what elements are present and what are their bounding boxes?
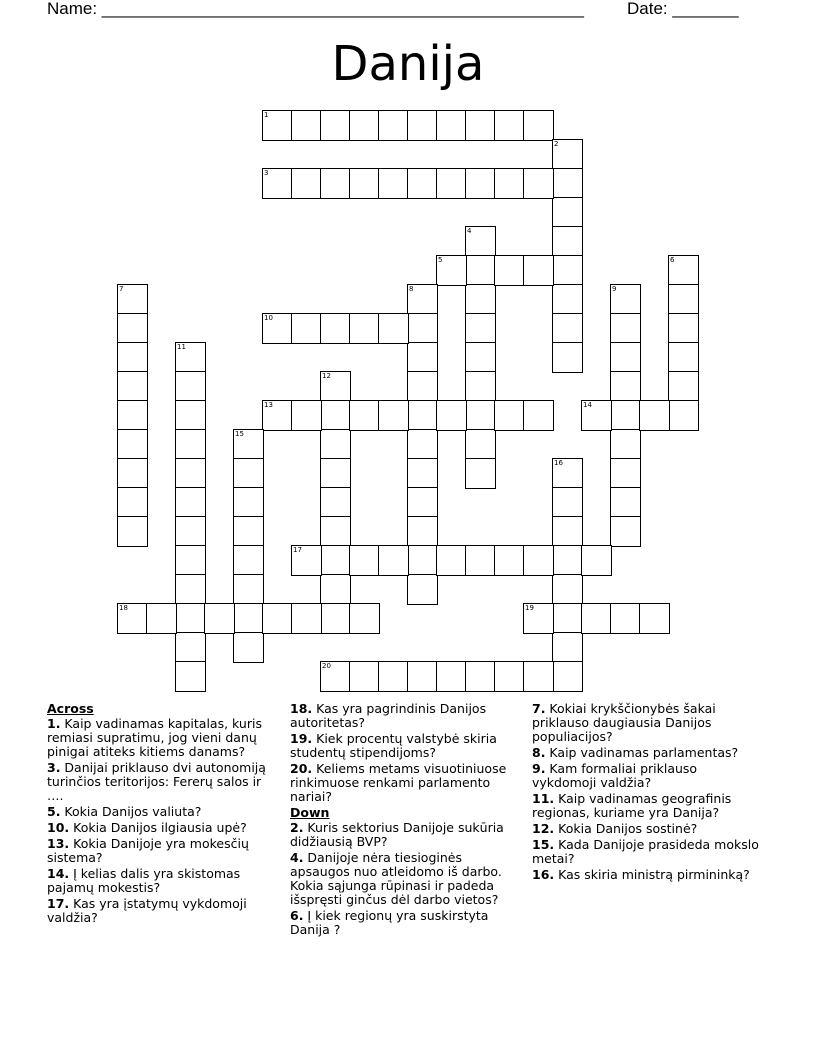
- crossword-cell[interactable]: [378, 661, 409, 692]
- crossword-cell[interactable]: [552, 226, 583, 257]
- clue-number: 2: [554, 140, 559, 148]
- crossword-cell[interactable]: [610, 371, 641, 402]
- crossword-cell[interactable]: [552, 574, 583, 605]
- clue-number: 16: [554, 459, 563, 467]
- crossword-cell[interactable]: [552, 342, 583, 373]
- crossword-cell[interactable]: [407, 342, 438, 373]
- crossword-cell[interactable]: [436, 110, 467, 141]
- clue-number: 7.: [532, 701, 546, 716]
- clue-text: Į kiek regionų yra suskirstyta Danija ?: [290, 908, 489, 937]
- clue-number: 16.: [532, 867, 555, 882]
- clue-number: 9: [612, 285, 617, 293]
- clue-number: 17.: [47, 896, 70, 911]
- crossword-cell[interactable]: [262, 313, 293, 344]
- crossword-cell[interactable]: [320, 313, 351, 344]
- clue-number: 9.: [532, 761, 546, 776]
- crossword-cell[interactable]: [117, 313, 148, 344]
- crossword-cell[interactable]: [204, 603, 235, 634]
- crossword-cell[interactable]: [668, 255, 699, 286]
- clue-number: 17: [293, 546, 302, 554]
- crossword-cell[interactable]: [378, 313, 409, 344]
- clues-column-1: [47, 702, 277, 927]
- crossword-cell[interactable]: [175, 545, 206, 576]
- clue-item: [290, 732, 518, 760]
- clue-number: 15: [235, 430, 244, 438]
- crossword-cell[interactable]: [610, 284, 641, 315]
- date-field[interactable]: Date: _______: [627, 0, 739, 18]
- crossword-cell[interactable]: [523, 110, 554, 141]
- crossword-cell[interactable]: [552, 661, 583, 692]
- crossword-cell[interactable]: [320, 110, 351, 141]
- clue-number: 14.: [47, 866, 70, 881]
- clue-text: Kaip vadinamas geografinis regionas, kuriame yra Danija?: [532, 791, 732, 820]
- clue-number: 6: [670, 256, 675, 264]
- crossword-cell[interactable]: [465, 429, 496, 460]
- crossword-cell[interactable]: [233, 516, 264, 547]
- clue-number: 19: [525, 604, 534, 612]
- clue-text: Kiek procentų valstybė skiria studentų stipendijoms?: [290, 731, 497, 760]
- crossword-cell[interactable]: [639, 603, 670, 634]
- down-heading: Down: [290, 805, 330, 820]
- crossword-cell[interactable]: [320, 487, 351, 518]
- clue-text: Danijoje nėra tiesioginės apsaugos nuo atleidomo iš darbo. Kokia sąjunga rūpinasi ir padeda išspręsti ginčus dėl darbo vietos?: [290, 850, 502, 907]
- clue-item: [290, 909, 518, 937]
- clue-number: 10.: [47, 820, 70, 835]
- crossword-cell[interactable]: [668, 342, 699, 373]
- crossword-cell[interactable]: [117, 516, 148, 547]
- crossword-cell[interactable]: [378, 545, 409, 576]
- crossword-cell[interactable]: [552, 313, 583, 344]
- clue-number: 3: [264, 169, 269, 177]
- crossword-cell[interactable]: [465, 255, 496, 286]
- crossword-cell[interactable]: [523, 400, 554, 431]
- clue-text: Kokia Danijoje yra mokesčių sistema?: [47, 836, 249, 865]
- clue-text: Kam formaliai priklauso vykdomoji valdžia?: [532, 761, 698, 790]
- crossword-cell[interactable]: [407, 168, 438, 199]
- clue-text: Į kelias dalis yra skistomas pajamų mokestis?: [47, 866, 241, 895]
- crossword-cell[interactable]: [552, 458, 583, 489]
- down-clue-list: [290, 821, 518, 937]
- crossword-cell[interactable]: [494, 168, 525, 199]
- crossword-cell[interactable]: [552, 255, 583, 286]
- crossword-cell[interactable]: [552, 632, 583, 663]
- crossword-cell[interactable]: [610, 458, 641, 489]
- clue-number: 19.: [290, 731, 313, 746]
- crossword-cell[interactable]: [320, 661, 351, 692]
- crossword-cell[interactable]: [465, 226, 496, 257]
- clue-item: [47, 821, 277, 835]
- clue-item: [532, 838, 762, 866]
- crossword-cell[interactable]: [291, 603, 322, 634]
- clue-number: 2.: [290, 820, 304, 835]
- crossword-cell[interactable]: [581, 545, 612, 576]
- crossword-cell[interactable]: [465, 661, 496, 692]
- crossword-cell[interactable]: [581, 400, 612, 431]
- crossword-cell[interactable]: [117, 487, 148, 518]
- crossword-cell[interactable]: [523, 255, 554, 286]
- crossword-cell[interactable]: [610, 342, 641, 373]
- crossword-cell[interactable]: [552, 139, 583, 170]
- clue-number: 4.: [290, 850, 304, 865]
- crossword-cell[interactable]: [117, 371, 148, 402]
- crossword-cell[interactable]: [610, 313, 641, 344]
- crossword-cell[interactable]: [407, 110, 438, 141]
- crossword-cell[interactable]: [465, 400, 496, 431]
- crossword-cell[interactable]: [523, 545, 554, 576]
- crossword-cell[interactable]: [175, 516, 206, 547]
- crossword-cell[interactable]: [610, 487, 641, 518]
- crossword-cell[interactable]: [436, 168, 467, 199]
- clue-item: [290, 762, 518, 804]
- crossword-cell[interactable]: [378, 110, 409, 141]
- crossword-cell[interactable]: [117, 429, 148, 460]
- crossword-cell[interactable]: [407, 313, 438, 344]
- crossword-cell[interactable]: [523, 661, 554, 692]
- clue-number: 11: [177, 343, 186, 351]
- crossword-cell[interactable]: [407, 371, 438, 402]
- clue-item: [532, 868, 762, 882]
- clue-text: Kokia Danijos valiuta?: [60, 804, 202, 819]
- crossword-cell[interactable]: [233, 487, 264, 518]
- crossword-cell[interactable]: [610, 603, 641, 634]
- crossword-cell[interactable]: [494, 545, 525, 576]
- clue-number: 7: [119, 285, 124, 293]
- crossword-cell[interactable]: [494, 255, 525, 286]
- crossword-cell[interactable]: [465, 284, 496, 315]
- clue-text: Kas yra pagrindinis Danijos autoritetas?: [290, 701, 487, 730]
- clue-item: [532, 822, 762, 836]
- crossword-cell[interactable]: [146, 603, 177, 634]
- clue-number: 18: [119, 604, 128, 612]
- crossword-cell[interactable]: [407, 284, 438, 315]
- crossword-cell[interactable]: [668, 371, 699, 402]
- clue-text: Kaip vadinamas parlamentas?: [545, 745, 739, 760]
- crossword-cell[interactable]: [233, 632, 264, 663]
- clue-text: Kuris sektorius Danijoje sukūria didžiausią BVP?: [290, 820, 504, 849]
- clue-number: 18.: [290, 701, 313, 716]
- crossword-cell[interactable]: [407, 661, 438, 692]
- crossword-cell[interactable]: [436, 661, 467, 692]
- clue-number: 4: [467, 227, 472, 235]
- crossword-cell[interactable]: [349, 400, 380, 431]
- crossword-cell[interactable]: [610, 516, 641, 547]
- clue-text: Kokiai krykščionybės šakai priklauso daugiausia Danijos populiacijos?: [532, 701, 716, 744]
- clue-item: [47, 837, 277, 865]
- crossword-cell[interactable]: [349, 603, 380, 634]
- crossword-cell[interactable]: [378, 400, 409, 431]
- crossword-cell[interactable]: [262, 110, 293, 141]
- crossword-cell[interactable]: [465, 110, 496, 141]
- clue-number: 8: [409, 285, 414, 293]
- clue-number: 12: [322, 372, 331, 380]
- clue-text: Danijai priklauso dvi autonomiją turinčios teritorijos: Fererų salos ir ….: [47, 760, 266, 803]
- crossword-cell[interactable]: [407, 429, 438, 460]
- crossword-cell[interactable]: [349, 661, 380, 692]
- crossword-cell[interactable]: [175, 574, 206, 605]
- clue-number: 15.: [532, 837, 555, 852]
- clue-number: 11.: [532, 791, 555, 806]
- clue-number: 1: [264, 111, 269, 119]
- crossword-cell[interactable]: [291, 400, 322, 431]
- crossword-cell[interactable]: [407, 400, 438, 431]
- clue-item: [290, 702, 518, 730]
- crossword-cell[interactable]: [349, 313, 380, 344]
- clue-item: [532, 702, 762, 744]
- crossword-cell[interactable]: [320, 371, 351, 402]
- clue-item: [290, 851, 518, 907]
- crossword-cell[interactable]: [552, 545, 583, 576]
- crossword-cell[interactable]: [320, 574, 351, 605]
- down-clue-list-continued: [532, 702, 762, 882]
- page-title: Danija: [331, 36, 485, 92]
- crossword-cell[interactable]: [262, 400, 293, 431]
- clue-number: 14: [583, 401, 592, 409]
- crossword-cell[interactable]: [117, 603, 148, 634]
- crossword-cell[interactable]: [552, 603, 583, 634]
- clue-item: [532, 762, 762, 790]
- crossword-cell[interactable]: [291, 168, 322, 199]
- crossword-cell[interactable]: [291, 110, 322, 141]
- clue-number: 20.: [290, 761, 313, 776]
- clue-number: 12.: [532, 821, 555, 836]
- crossword-cell[interactable]: [233, 603, 264, 634]
- crossword-cell[interactable]: [291, 313, 322, 344]
- crossword-cell[interactable]: [117, 284, 148, 315]
- clue-item: [47, 805, 277, 819]
- clue-number: 5: [438, 256, 443, 264]
- crossword-cell[interactable]: [407, 574, 438, 605]
- clue-item: [532, 746, 762, 760]
- clue-number: 3.: [47, 760, 61, 775]
- crossword-cell[interactable]: [494, 110, 525, 141]
- crossword-cell[interactable]: [262, 603, 293, 634]
- crossword-cell[interactable]: [494, 661, 525, 692]
- crossword-cell[interactable]: [175, 603, 206, 634]
- crossword-cell[interactable]: [436, 400, 467, 431]
- clue-number: 5.: [47, 804, 61, 819]
- crossword-cell[interactable]: [668, 284, 699, 315]
- crossword-cell[interactable]: [175, 371, 206, 402]
- crossword-cell[interactable]: [291, 545, 322, 576]
- crossword-cell[interactable]: [175, 400, 206, 431]
- crossword-cell[interactable]: [320, 400, 351, 431]
- crossword-cell[interactable]: [523, 603, 554, 634]
- clue-text: Kokia Danijos ilgiausia upė?: [69, 820, 247, 835]
- crossword-cell[interactable]: [552, 168, 583, 199]
- crossword-cell[interactable]: [175, 458, 206, 489]
- crossword-cell[interactable]: [175, 342, 206, 373]
- crossword-cell[interactable]: [407, 458, 438, 489]
- crossword-cell[interactable]: [552, 516, 583, 547]
- name-field[interactable]: Name: ___________________________________________________: [47, 0, 584, 18]
- crossword-cell[interactable]: [175, 661, 206, 692]
- crossword-cell[interactable]: [407, 487, 438, 518]
- crossword-cell[interactable]: [436, 255, 467, 286]
- crossword-cell[interactable]: [407, 516, 438, 547]
- clue-item: [290, 821, 518, 849]
- crossword-cell[interactable]: [552, 284, 583, 315]
- across-heading: Across: [47, 701, 94, 716]
- crossword-cell[interactable]: [117, 458, 148, 489]
- clue-item: [532, 792, 762, 820]
- crossword-cell[interactable]: [349, 545, 380, 576]
- crossword-cell[interactable]: [581, 603, 612, 634]
- crossword-cell[interactable]: [320, 168, 351, 199]
- crossword-cell[interactable]: [320, 429, 351, 460]
- crossword-cell[interactable]: [465, 168, 496, 199]
- crossword-cell[interactable]: [639, 400, 670, 431]
- clue-number: 13: [264, 401, 273, 409]
- crossword-cell[interactable]: [320, 516, 351, 547]
- clue-item: [47, 717, 277, 759]
- crossword-cell[interactable]: [465, 342, 496, 373]
- clue-number: 6.: [290, 908, 304, 923]
- crossword-cell[interactable]: [610, 400, 641, 431]
- crossword-cell[interactable]: [320, 545, 351, 576]
- clue-text: Kokia Danijos sostinė?: [554, 821, 698, 836]
- crossword-cell[interactable]: [465, 313, 496, 344]
- across-clue-list-continued: [290, 702, 518, 804]
- clue-number: 8.: [532, 745, 546, 760]
- clue-text: Kada Danijoje prasideda mokslo metai?: [532, 837, 759, 866]
- clue-text: Keliems metams visuotiniuose rinkimuose renkami parlamento nariai?: [290, 761, 507, 804]
- crossword-cell[interactable]: [378, 168, 409, 199]
- crossword-cell[interactable]: [465, 545, 496, 576]
- crossword-cell[interactable]: [175, 429, 206, 460]
- crossword-cell[interactable]: [407, 545, 438, 576]
- clues-column-2: [290, 702, 518, 939]
- clue-item: [47, 867, 277, 895]
- across-clue-list: [47, 717, 277, 925]
- crossword-cell[interactable]: [552, 487, 583, 518]
- crossword-cell[interactable]: [175, 487, 206, 518]
- crossword-cell[interactable]: [233, 574, 264, 605]
- crossword-cell[interactable]: [465, 458, 496, 489]
- crossword-cell[interactable]: [320, 603, 351, 634]
- crossword-cell[interactable]: [610, 429, 641, 460]
- crossword-cell[interactable]: [117, 400, 148, 431]
- crossword-cell[interactable]: [349, 110, 380, 141]
- crossword-cell[interactable]: [320, 458, 351, 489]
- crossword-cell[interactable]: [523, 168, 554, 199]
- clue-number: 1.: [47, 716, 61, 731]
- crossword-cell[interactable]: [175, 632, 206, 663]
- clue-number: 10: [264, 314, 273, 322]
- crossword-cell[interactable]: [494, 400, 525, 431]
- clues-column-3: [532, 702, 762, 884]
- clue-number: 20: [322, 662, 331, 670]
- clue-text: Kas skiria ministrą pirmininką?: [554, 867, 750, 882]
- crossword-cell[interactable]: [552, 197, 583, 228]
- crossword-cell[interactable]: [436, 545, 467, 576]
- crossword-cell[interactable]: [465, 371, 496, 402]
- clue-text: Kaip vadinamas kapitalas, kuris remiasi supratimu, jog vieni danų pinigai atiteks kitiems danams?: [47, 716, 262, 759]
- clue-item: [47, 897, 277, 925]
- crossword-cell[interactable]: [668, 313, 699, 344]
- crossword-cell[interactable]: [668, 400, 699, 431]
- crossword-cell[interactable]: [233, 545, 264, 576]
- crossword-cell[interactable]: [117, 342, 148, 373]
- crossword-cell[interactable]: [233, 429, 264, 460]
- crossword-cell[interactable]: [262, 168, 293, 199]
- clue-item: [47, 761, 277, 803]
- crossword-cell[interactable]: [349, 168, 380, 199]
- clue-text: Kas yra įstatymų vykdomoji valdžia?: [47, 896, 247, 925]
- clue-number: 13.: [47, 836, 70, 851]
- crossword-cell[interactable]: [233, 458, 264, 489]
